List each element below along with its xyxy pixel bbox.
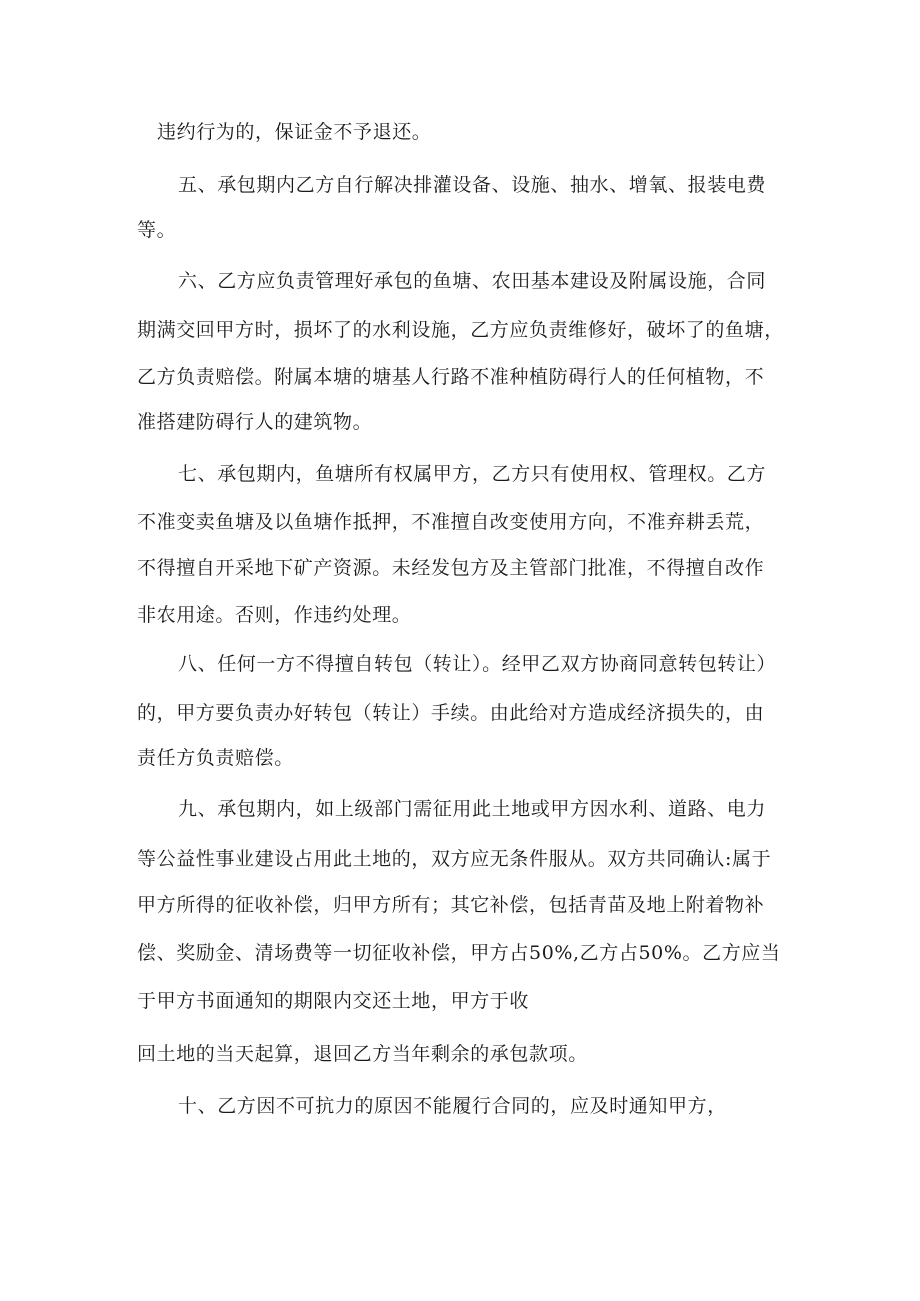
text-line: 甲方所得的征收补偿，归甲方所有；其它补偿，包括青苗及地上附着物补 [137,894,765,916]
text-line: 等公益性事业建设占用此土地的，双方应无条件服从。双方共同确认:属于 [137,848,772,870]
text-line: 准搭建防碍行人的建筑物。 [137,411,373,433]
text-line: 期满交回甲方时，损坏了的水利设施，乙方应负责维修好，破坏了的鱼塘， [137,319,784,341]
text-line: 五、承包期内乙方自行解决排灌设备、设施、抽水、增氧、报装电费 [178,174,767,196]
text-line: 回土地的当天起算，退回乙方当年剩余的承包款项。 [137,1043,588,1065]
text-line: 违约行为的，保证金不予退还。 [157,121,432,143]
text-line: 不准变卖鱼塘及以鱼塘作抵押，不准擅自改变使用方向，不准弃耕丢荒， [137,511,765,533]
text-line: 十、乙方因不可抗力的原因不能履行合同的，应及时通知甲方， [178,1095,727,1117]
text-line: 不得擅自开采地下矿产资源。未经发包方及主管部门批准，不得擅自改作 [137,557,765,579]
text-line: 于甲方书面通知的期限内交还土地，甲方于收 [137,990,530,1012]
text-line: 的，甲方要负责办好转包（转让）手续。由此给对方造成经济损失的，由 [137,702,765,724]
text-line: 等。 [137,219,177,241]
text-line: 非农用途。否则，作违约处理。 [137,604,412,626]
text-line: 八、任何一方不得擅自转包（转让）。经甲乙双方协商同意转包转让） [178,653,777,675]
text-line: 乙方负责赔偿。附属本塘的塘基人行路不准种植防碍行人的任何植物，不 [137,366,765,388]
text-line: 偿、奖励金、清场费等一切征收补偿，甲方占50%,乙方占50%。乙方应当 [137,942,781,964]
text-line: 责任方负责赔偿。 [137,747,294,769]
text-line: 六、乙方应负责管理好承包的鱼塘、农田基本建设及附属设施，合同 [178,270,767,292]
text-line: 九、承包期内，如上级部门需征用此土地或甲方因水利、道路、电力 [178,798,767,820]
text-line: 七、承包期内，鱼塘所有权属甲方，乙方只有使用权、管理权。乙方 [178,463,767,485]
